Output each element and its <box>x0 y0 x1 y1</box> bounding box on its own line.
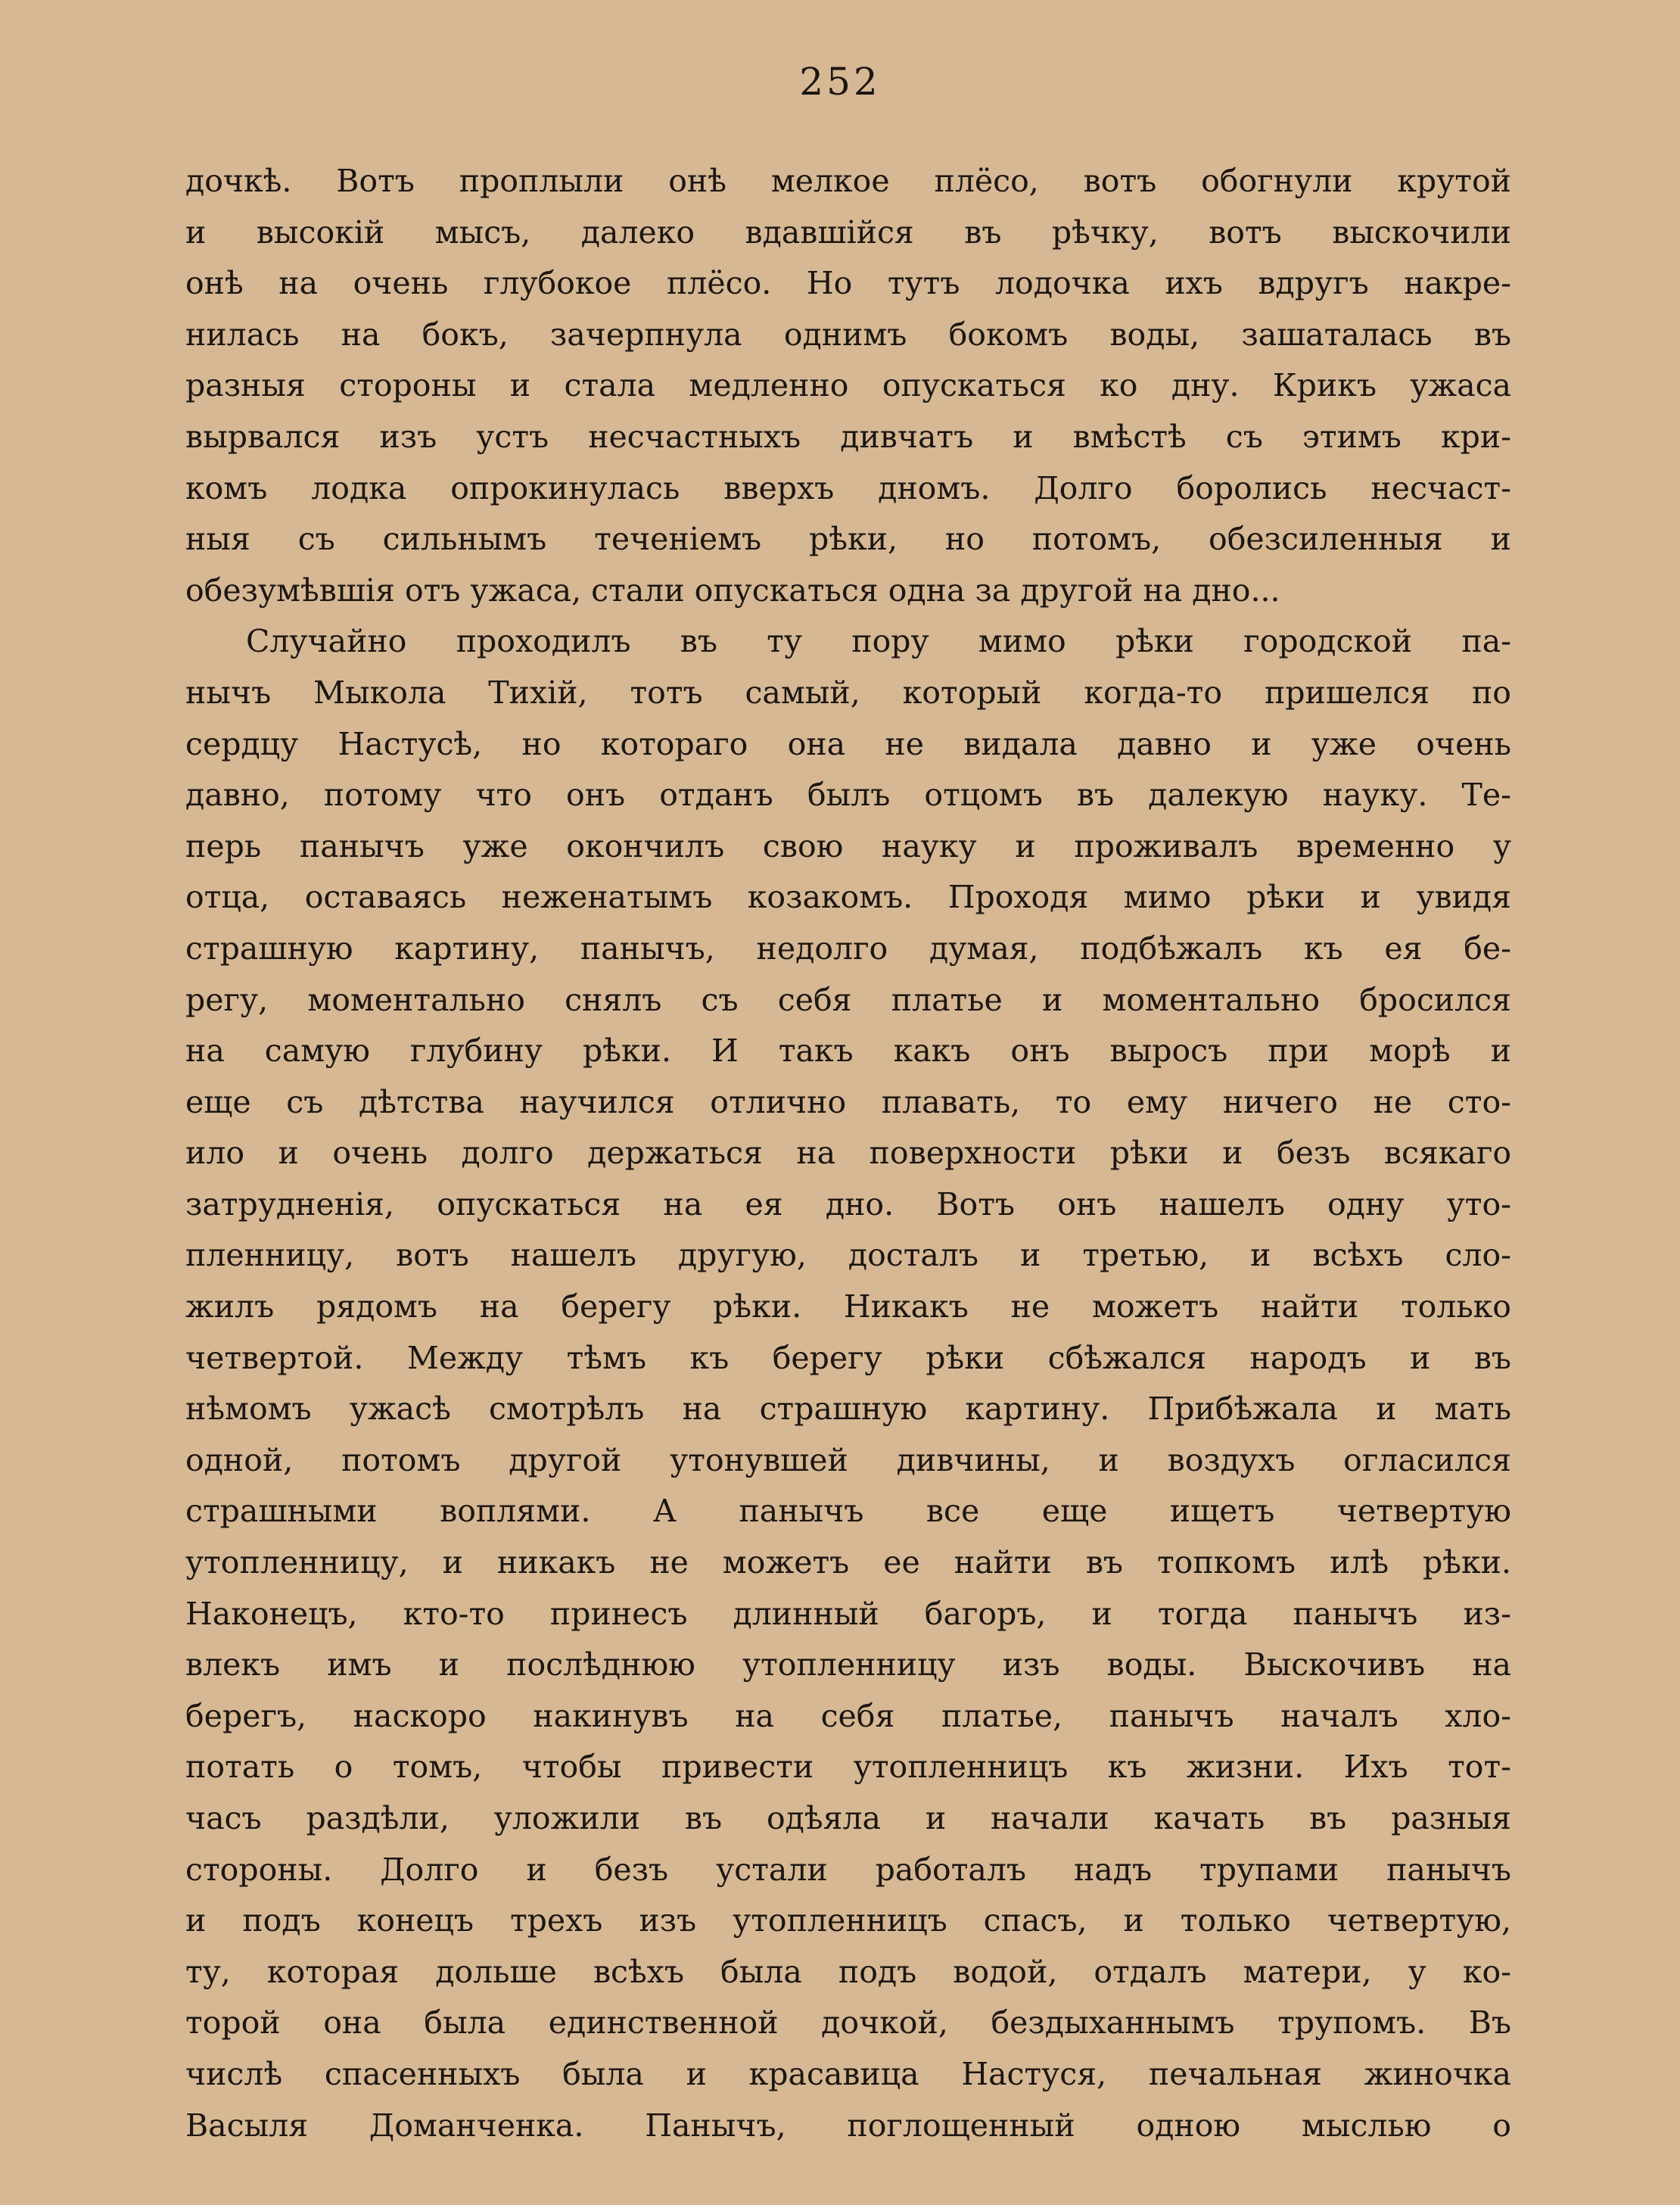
text-line: числѣ спасенныхъ была и красавица Настуся, печальная жиночка <box>185 2055 1511 2092</box>
text-line: на самую глубину рѣки. И такъ какъ онъ выросъ при морѣ и <box>185 1032 1511 1070</box>
text-line: онѣ на очень глубокое плёсо. Но тутъ лодочка ихъ вдругъ накре- <box>185 265 1511 302</box>
body-text <box>185 156 1511 2151</box>
text-line: стороны. Долго и безъ устали работалъ надъ трупами панычъ <box>185 1851 1511 1888</box>
text-line: влекъ имъ и послѣднюю утопленницу изъ воды. Выскочивъ на <box>185 1646 1511 1683</box>
text-line: страшными воплями. А панычъ все еще ищетъ четвертую <box>185 1493 1511 1530</box>
text-line: часъ раздѣли, уложили въ одѣяла и начали качать въ разныя <box>185 1800 1511 1836</box>
text-line: и подъ конецъ трехъ изъ утопленницъ спасъ, и только четвертую, <box>185 1902 1511 1939</box>
text-line: страшную картину, панычъ, недолго думая, подбѣжалъ къ ея бе- <box>185 930 1511 967</box>
text-line: торой она была единственной дочкой, бездыханнымъ трупомъ. Въ <box>185 2004 1511 2041</box>
text-line: утопленницу, и никакъ не можетъ ее найти въ топкомъ илѣ рѣки. <box>185 1544 1511 1581</box>
text-line: разныя стороны и стала медленно опускаться ко дну. Крикъ ужаса <box>185 367 1511 404</box>
text-line: ило и очень долго держаться на поверхности рѣки и безъ всякаго <box>185 1135 1511 1172</box>
text-line: ныя съ сильнымъ теченіемъ рѣки, но потомъ, обезсиленныя и <box>185 521 1511 558</box>
text-line: нѣмомъ ужасѣ смотрѣлъ на страшную картину. Прибѣжала и мать <box>185 1391 1511 1428</box>
text-line: отца, оставаясь неженатымъ козакомъ. Проходя мимо рѣки и увидя <box>185 879 1511 916</box>
page-number: 252 <box>799 60 881 104</box>
text-line: Наконецъ, кто-то принесъ длинный багоръ, и тогда панычъ из- <box>185 1595 1511 1632</box>
text-line: комъ лодка опрокинулась вверхъ дномъ. Долго боролись несчаст- <box>185 469 1511 506</box>
text-line: берегъ, наскоро накинувъ на себя платье, панычъ началъ хло- <box>185 1697 1511 1734</box>
text-line: пленницу, вотъ нашелъ другую, досталъ и третью, и всѣхъ сло- <box>185 1237 1511 1274</box>
text-line: потать о томъ, чтобы привести утопленницъ къ жизни. Ихъ тот- <box>185 1749 1511 1786</box>
text-line: ту, которая дольше всѣхъ была подъ водой, отдалъ матери, у ко- <box>185 1953 1511 1990</box>
text-line: перь панычъ уже окончилъ свою науку и проживалъ временно у <box>185 827 1511 864</box>
text-line: сердцу Настусѣ, но котораго она не видала давно и уже очень <box>185 725 1511 762</box>
text-line: четвертой. Между тѣмъ къ берегу рѣки сбѣжался народъ и въ <box>185 1339 1511 1376</box>
text-line: дочкѣ. Вотъ проплыли онѣ мелкое плёсо, вотъ обогнули крутой <box>185 163 1511 199</box>
text-line: нычъ Мыкола Тихій, тотъ самый, который когда-то пришелся по <box>185 674 1511 711</box>
text-line: еще съ дѣтства научился отлично плавать, то ему ничего не сто- <box>185 1083 1511 1120</box>
text-line: затрудненія, опускаться на ея дно. Вотъ онъ нашелъ одну уто- <box>185 1185 1511 1222</box>
text-line: жилъ рядомъ на берегу рѣки. Никакъ не можетъ найти только <box>185 1288 1511 1325</box>
text-line: одной, потомъ другой утонувшей дивчины, и воздухъ огласился <box>185 1441 1511 1478</box>
text-line: и высокій мысъ, далеко вдавшійся въ рѣчку, вотъ выскочили <box>185 213 1511 251</box>
text-line: Васыля Доманченка. Панычъ, поглощенный одною мыслью о <box>185 2107 1511 2144</box>
text-line: давно, потому что онъ отданъ былъ отцомъ въ далекую науку. Те- <box>185 777 1511 814</box>
text-line: обезумѣвшія отъ ужаса, стали опускаться одна за другой на дно... <box>185 571 1280 609</box>
text-line: регу, моментально снялъ съ себя платье и моментально бросился <box>185 981 1511 1018</box>
text-line: нилась на бокъ, зачерпнула однимъ бокомъ воды, зашаталась въ <box>185 316 1511 353</box>
paragraph-start-line: Случайно проходилъ въ ту пору мимо рѣки городской па- <box>246 623 1511 660</box>
text-line: вырвался изъ устъ несчастныхъ дивчатъ и вмѣстѣ съ этимъ кри- <box>185 418 1511 455</box>
